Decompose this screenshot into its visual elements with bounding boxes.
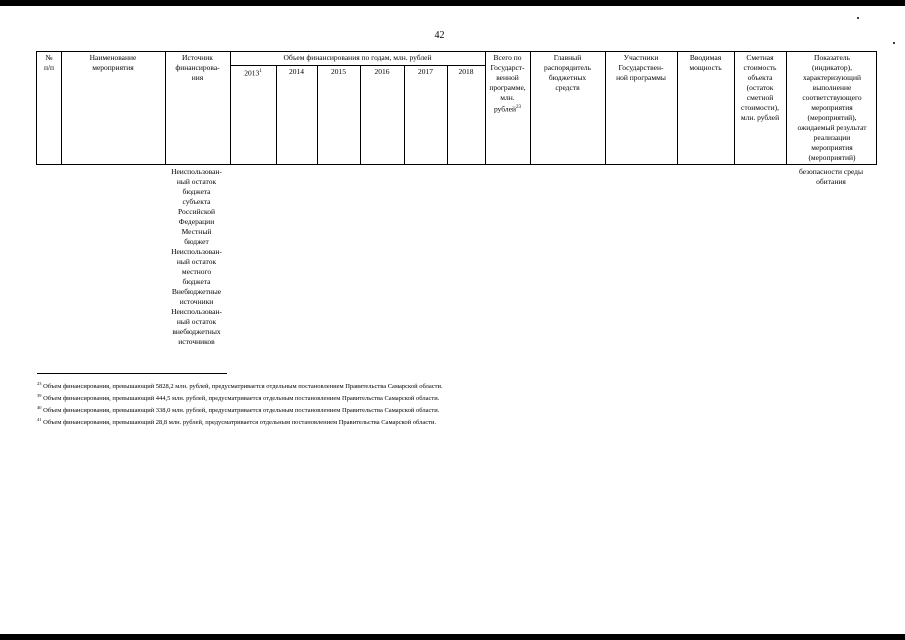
header-year-2016: 2016: [374, 67, 390, 76]
footnote: $^{41}$ Объем финансирования, превышающий 28,8 млн. рублей, предусматривается отдельным постановлением Правительства Самарской области.: [37, 417, 437, 427]
header-participants: Участники Государствен- ной программы: [616, 53, 666, 82]
header-indicator: Показатель (индикатор), характеризующий выполнение соответствующего мероприятия (мероприятий), ожидаемый результат реализации мероприятия (мероприятий): [797, 53, 867, 162]
header-year-2014: 2014: [289, 67, 304, 76]
header-total: Всего по Государст- венной программе, млн. рублей$^{23}$: [489, 53, 526, 114]
header-year-2013: 2013$^1$: [244, 68, 262, 78]
footnote-separator: [37, 373, 227, 374]
header-year-2018: 2018: [458, 67, 474, 76]
header-manager: Главный распорядитель бюджетных средств: [544, 53, 591, 92]
header-year-2015: 2015: [331, 67, 346, 76]
footnote: $^{39}$ Объем финансирования, превышающий 444,5 млн. рублей, предусматривается отдельным постановлением Правительства Самарской области.: [37, 393, 440, 403]
header-volume-group: Объем финансирования по годам, млн. рублей: [283, 53, 432, 62]
header-name: Наименование мероприятия: [89, 53, 137, 72]
page-bottom-edge: [0, 634, 905, 640]
footnote: $^{40}$ Объем финансирования, превышающий 338,0 млн. рублей, предусматривается отдельным постановлением Правительства Самарской области.: [37, 405, 440, 415]
page-top-edge: [0, 0, 905, 6]
footnote: $^{23}$ Объем финансирования, превышающий 5828,2 млн. рублей, предусматривается отдельным постановлением Правительства Самарской области.: [37, 381, 443, 391]
header-source: Источник финансирова- ния: [175, 53, 220, 82]
header-num: № п/п: [43, 53, 55, 72]
source-list-continued: Неиспользован- ный остаток бюджета субъекта Российской Федерации Местный бюджет Неиспользован- ный остаток местного бюджета Внебюджетные источники Неиспользован- ный остаток внебюджетных источников: [171, 167, 222, 346]
scan-speck: [893, 42, 895, 44]
financing-table-header: [36, 51, 877, 165]
header-estimate: Сметная стоимость объекта (остаток сметной стоимости), млн. рублей: [740, 53, 780, 122]
indicator-continued: безопасности среды обитания: [798, 167, 864, 186]
header-capacity: Вводимая мощность: [689, 53, 722, 72]
scan-speck: [857, 17, 859, 19]
page-number: 42: [434, 30, 445, 41]
header-year-2017: 2017: [418, 67, 433, 76]
